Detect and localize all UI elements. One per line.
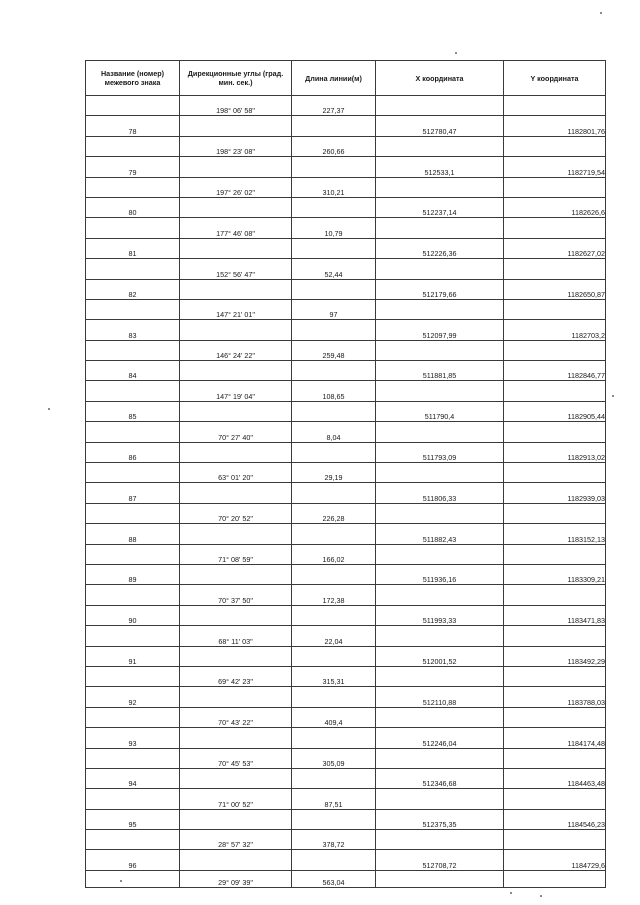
point-row bbox=[86, 401, 606, 421]
cell-point-name bbox=[86, 830, 180, 850]
segment-row bbox=[86, 626, 606, 646]
cell-y-coordinate: 1183788,03 bbox=[504, 687, 606, 707]
cell-directional-angle bbox=[180, 442, 292, 462]
cell-y-coordinate: 1182719,54 bbox=[504, 157, 606, 177]
cell-point-name: 78 bbox=[86, 116, 180, 136]
cell-line-length bbox=[292, 646, 376, 666]
cell-line-length bbox=[292, 687, 376, 707]
segment-row bbox=[86, 503, 606, 523]
cell-directional-angle: 198° 23' 08" bbox=[180, 136, 292, 156]
cell-line-length: 409,4 bbox=[292, 707, 376, 727]
cell-point-name: 92 bbox=[86, 687, 180, 707]
cell-point-name bbox=[86, 666, 180, 686]
cell-line-length: 563,04 bbox=[292, 870, 376, 887]
point-row bbox=[86, 157, 606, 177]
cell-line-length: 10,79 bbox=[292, 218, 376, 238]
cell-x-coordinate bbox=[376, 463, 504, 483]
cell-y-coordinate: 1183309,21 bbox=[504, 564, 606, 584]
cell-directional-angle bbox=[180, 687, 292, 707]
cell-point-name: 88 bbox=[86, 524, 180, 544]
point-row bbox=[86, 320, 606, 340]
cell-x-coordinate: 512001,52 bbox=[376, 646, 504, 666]
cell-directional-angle: 146° 24' 22" bbox=[180, 340, 292, 360]
segment-row bbox=[86, 585, 606, 605]
cell-line-length: 52,44 bbox=[292, 259, 376, 279]
table-body bbox=[86, 96, 606, 888]
cell-point-name: 96 bbox=[86, 850, 180, 870]
cell-y-coordinate bbox=[504, 789, 606, 809]
cell-x-coordinate: 512780,47 bbox=[376, 116, 504, 136]
segment-row bbox=[86, 96, 606, 116]
cell-directional-angle: 198° 06' 58" bbox=[180, 96, 292, 116]
segment-row bbox=[86, 463, 606, 483]
cell-line-length: 22,04 bbox=[292, 626, 376, 646]
cell-point-name bbox=[86, 381, 180, 401]
cell-y-coordinate: 1184463,48 bbox=[504, 768, 606, 788]
segment-row bbox=[86, 177, 606, 197]
cell-x-coordinate: 511881,85 bbox=[376, 361, 504, 381]
cell-x-coordinate: 512533,1 bbox=[376, 157, 504, 177]
cell-point-name bbox=[86, 789, 180, 809]
cell-line-length: 108,65 bbox=[292, 381, 376, 401]
cell-x-coordinate bbox=[376, 870, 504, 887]
cell-line-length: 259,48 bbox=[292, 340, 376, 360]
cell-line-length: 87,51 bbox=[292, 789, 376, 809]
point-row bbox=[86, 483, 606, 503]
cell-point-name: 86 bbox=[86, 442, 180, 462]
cell-x-coordinate bbox=[376, 218, 504, 238]
cell-y-coordinate bbox=[504, 748, 606, 768]
cell-y-coordinate bbox=[504, 218, 606, 238]
cell-y-coordinate bbox=[504, 666, 606, 686]
cell-x-coordinate bbox=[376, 544, 504, 564]
cell-directional-angle: 197° 26' 02" bbox=[180, 177, 292, 197]
point-row bbox=[86, 279, 606, 299]
cell-point-name: 82 bbox=[86, 279, 180, 299]
cell-x-coordinate bbox=[376, 666, 504, 686]
cell-point-name bbox=[86, 707, 180, 727]
cell-point-name bbox=[86, 503, 180, 523]
cell-x-coordinate bbox=[376, 96, 504, 116]
cell-point-name bbox=[86, 340, 180, 360]
cell-y-coordinate: 1182913,02 bbox=[504, 442, 606, 462]
cell-directional-angle: 70° 45' 53" bbox=[180, 748, 292, 768]
cell-x-coordinate bbox=[376, 259, 504, 279]
cell-directional-angle: 70° 20' 52" bbox=[180, 503, 292, 523]
cell-point-name bbox=[86, 218, 180, 238]
cell-y-coordinate bbox=[504, 870, 606, 887]
cell-line-length bbox=[292, 809, 376, 829]
cell-directional-angle bbox=[180, 768, 292, 788]
segment-row bbox=[86, 707, 606, 727]
cell-line-length: 8,04 bbox=[292, 422, 376, 442]
segment-row bbox=[86, 136, 606, 156]
cell-point-name: 83 bbox=[86, 320, 180, 340]
cell-x-coordinate: 512346,68 bbox=[376, 768, 504, 788]
cell-directional-angle: 69° 42' 23" bbox=[180, 666, 292, 686]
cell-line-length: 166,02 bbox=[292, 544, 376, 564]
cell-y-coordinate: 1183152,13 bbox=[504, 524, 606, 544]
segment-row bbox=[86, 830, 606, 850]
cell-line-length: 172,38 bbox=[292, 585, 376, 605]
cell-x-coordinate: 512110,88 bbox=[376, 687, 504, 707]
segment-row bbox=[86, 748, 606, 768]
point-row bbox=[86, 809, 606, 829]
cell-directional-angle: 147° 21' 01" bbox=[180, 299, 292, 319]
header-line-length: Длина линии(м) bbox=[292, 61, 376, 96]
cell-point-name: 81 bbox=[86, 238, 180, 258]
cell-y-coordinate bbox=[504, 707, 606, 727]
cell-line-length: 260,66 bbox=[292, 136, 376, 156]
cell-point-name bbox=[86, 463, 180, 483]
cell-x-coordinate bbox=[376, 340, 504, 360]
cell-line-length: 226,28 bbox=[292, 503, 376, 523]
segment-row bbox=[86, 218, 606, 238]
cell-line-length bbox=[292, 768, 376, 788]
cell-x-coordinate bbox=[376, 381, 504, 401]
cell-line-length bbox=[292, 483, 376, 503]
cell-point-name bbox=[86, 96, 180, 116]
cell-point-name: 90 bbox=[86, 605, 180, 625]
cell-point-name: 89 bbox=[86, 564, 180, 584]
cell-line-length: 29,19 bbox=[292, 463, 376, 483]
segment-row bbox=[86, 544, 606, 564]
cell-point-name: 94 bbox=[86, 768, 180, 788]
cell-x-coordinate: 512237,14 bbox=[376, 197, 504, 217]
cell-y-coordinate: 1182846,77 bbox=[504, 361, 606, 381]
point-row bbox=[86, 850, 606, 870]
cell-directional-angle bbox=[180, 401, 292, 421]
cell-y-coordinate bbox=[504, 340, 606, 360]
cell-line-length bbox=[292, 401, 376, 421]
cell-x-coordinate bbox=[376, 789, 504, 809]
cell-y-coordinate bbox=[504, 259, 606, 279]
cell-directional-angle bbox=[180, 809, 292, 829]
cell-directional-angle bbox=[180, 361, 292, 381]
point-row bbox=[86, 646, 606, 666]
cell-directional-angle bbox=[180, 116, 292, 136]
cell-y-coordinate: 1183492,29 bbox=[504, 646, 606, 666]
cell-x-coordinate bbox=[376, 626, 504, 646]
cell-y-coordinate bbox=[504, 463, 606, 483]
cell-line-length bbox=[292, 238, 376, 258]
cell-x-coordinate: 512246,04 bbox=[376, 728, 504, 748]
cell-directional-angle: 63° 01' 20" bbox=[180, 463, 292, 483]
cell-line-length bbox=[292, 157, 376, 177]
cell-line-length bbox=[292, 564, 376, 584]
cell-x-coordinate bbox=[376, 299, 504, 319]
point-row bbox=[86, 605, 606, 625]
cell-directional-angle bbox=[180, 197, 292, 217]
cell-point-name bbox=[86, 748, 180, 768]
cell-line-length bbox=[292, 850, 376, 870]
point-row bbox=[86, 238, 606, 258]
segment-row bbox=[86, 789, 606, 809]
cell-line-length: 227,37 bbox=[292, 96, 376, 116]
cell-directional-angle bbox=[180, 850, 292, 870]
cell-y-coordinate bbox=[504, 422, 606, 442]
cell-point-name: 93 bbox=[86, 728, 180, 748]
segment-row bbox=[86, 381, 606, 401]
cell-x-coordinate bbox=[376, 585, 504, 605]
cell-x-coordinate: 512226,36 bbox=[376, 238, 504, 258]
cell-y-coordinate: 1184174,48 bbox=[504, 728, 606, 748]
cell-y-coordinate: 1182703,2 bbox=[504, 320, 606, 340]
cell-point-name bbox=[86, 626, 180, 646]
cell-x-coordinate: 512375,35 bbox=[376, 809, 504, 829]
cell-y-coordinate bbox=[504, 96, 606, 116]
cell-point-name: 84 bbox=[86, 361, 180, 381]
cell-y-coordinate bbox=[504, 830, 606, 850]
cell-directional-angle bbox=[180, 728, 292, 748]
cell-y-coordinate bbox=[504, 299, 606, 319]
cell-y-coordinate: 1182905,44 bbox=[504, 401, 606, 421]
segment-row bbox=[86, 870, 606, 887]
cell-directional-angle: 70° 27' 40" bbox=[180, 422, 292, 442]
cell-line-length bbox=[292, 442, 376, 462]
cell-y-coordinate bbox=[504, 544, 606, 564]
cell-point-name bbox=[86, 299, 180, 319]
point-row bbox=[86, 728, 606, 748]
cell-x-coordinate: 511993,33 bbox=[376, 605, 504, 625]
cell-line-length: 315,31 bbox=[292, 666, 376, 686]
cell-point-name bbox=[86, 870, 180, 887]
cell-directional-angle: 70° 37' 50" bbox=[180, 585, 292, 605]
cell-directional-angle: 152° 56' 47" bbox=[180, 259, 292, 279]
scan-speck bbox=[455, 52, 457, 54]
scan-speck bbox=[120, 880, 122, 882]
scan-speck bbox=[540, 895, 542, 897]
cell-y-coordinate bbox=[504, 503, 606, 523]
cell-directional-angle bbox=[180, 483, 292, 503]
point-row bbox=[86, 197, 606, 217]
boundary-coordinates-table bbox=[85, 60, 606, 888]
cell-line-length: 97 bbox=[292, 299, 376, 319]
scan-speck bbox=[510, 892, 512, 894]
point-row bbox=[86, 687, 606, 707]
cell-y-coordinate: 1182650,87 bbox=[504, 279, 606, 299]
cell-directional-angle bbox=[180, 320, 292, 340]
segment-row bbox=[86, 422, 606, 442]
cell-x-coordinate: 512179,66 bbox=[376, 279, 504, 299]
cell-y-coordinate bbox=[504, 136, 606, 156]
segment-row bbox=[86, 666, 606, 686]
cell-point-name: 95 bbox=[86, 809, 180, 829]
point-row bbox=[86, 768, 606, 788]
cell-x-coordinate: 511806,33 bbox=[376, 483, 504, 503]
cell-x-coordinate: 511882,43 bbox=[376, 524, 504, 544]
cell-x-coordinate: 512097,99 bbox=[376, 320, 504, 340]
cell-y-coordinate: 1182627,02 bbox=[504, 238, 606, 258]
scan-speck bbox=[600, 12, 602, 14]
cell-directional-angle: 71° 08' 59" bbox=[180, 544, 292, 564]
cell-y-coordinate: 1184729,6 bbox=[504, 850, 606, 870]
cell-line-length bbox=[292, 728, 376, 748]
cell-x-coordinate bbox=[376, 707, 504, 727]
cell-y-coordinate: 1184546,23 bbox=[504, 809, 606, 829]
cell-directional-angle: 28° 57' 32" bbox=[180, 830, 292, 850]
cell-directional-angle bbox=[180, 524, 292, 544]
cell-point-name bbox=[86, 177, 180, 197]
cell-y-coordinate: 1182801,76 bbox=[504, 116, 606, 136]
cell-y-coordinate bbox=[504, 626, 606, 646]
cell-directional-angle bbox=[180, 238, 292, 258]
segment-row bbox=[86, 259, 606, 279]
cell-directional-angle: 70° 43' 22" bbox=[180, 707, 292, 727]
cell-line-length bbox=[292, 116, 376, 136]
cell-point-name bbox=[86, 259, 180, 279]
document-page bbox=[85, 60, 605, 888]
cell-directional-angle bbox=[180, 279, 292, 299]
cell-line-length bbox=[292, 524, 376, 544]
header-y-coordinate: Y координата bbox=[504, 61, 606, 96]
cell-point-name: 80 bbox=[86, 197, 180, 217]
cell-directional-angle bbox=[180, 605, 292, 625]
cell-x-coordinate bbox=[376, 422, 504, 442]
header-directional-angles: Дирекционные углы (град. мин. сек.) bbox=[180, 61, 292, 96]
cell-point-name: 79 bbox=[86, 157, 180, 177]
cell-x-coordinate bbox=[376, 503, 504, 523]
cell-y-coordinate bbox=[504, 177, 606, 197]
cell-point-name: 91 bbox=[86, 646, 180, 666]
cell-x-coordinate bbox=[376, 136, 504, 156]
cell-line-length bbox=[292, 197, 376, 217]
scan-speck bbox=[48, 408, 50, 410]
cell-directional-angle: 71° 00' 52" bbox=[180, 789, 292, 809]
cell-directional-angle: 68° 11' 03" bbox=[180, 626, 292, 646]
cell-x-coordinate: 511790,4 bbox=[376, 401, 504, 421]
point-row bbox=[86, 524, 606, 544]
cell-line-length: 378,72 bbox=[292, 830, 376, 850]
cell-directional-angle bbox=[180, 646, 292, 666]
cell-line-length: 305,09 bbox=[292, 748, 376, 768]
point-row bbox=[86, 564, 606, 584]
cell-directional-angle: 147° 19' 04" bbox=[180, 381, 292, 401]
cell-y-coordinate bbox=[504, 585, 606, 605]
header-x-coordinate: X координата bbox=[376, 61, 504, 96]
point-row bbox=[86, 442, 606, 462]
cell-point-name bbox=[86, 585, 180, 605]
cell-line-length bbox=[292, 279, 376, 299]
point-row bbox=[86, 116, 606, 136]
cell-x-coordinate bbox=[376, 177, 504, 197]
segment-row bbox=[86, 340, 606, 360]
cell-x-coordinate bbox=[376, 830, 504, 850]
segment-row bbox=[86, 299, 606, 319]
scan-speck bbox=[612, 395, 614, 397]
cell-x-coordinate bbox=[376, 748, 504, 768]
cell-line-length bbox=[292, 361, 376, 381]
cell-line-length: 310,21 bbox=[292, 177, 376, 197]
cell-point-name: 87 bbox=[86, 483, 180, 503]
cell-point-name bbox=[86, 136, 180, 156]
cell-y-coordinate: 1182939,03 bbox=[504, 483, 606, 503]
cell-point-name bbox=[86, 544, 180, 564]
cell-line-length bbox=[292, 320, 376, 340]
cell-directional-angle: 29° 09' 39" bbox=[180, 870, 292, 887]
cell-x-coordinate: 511793,09 bbox=[376, 442, 504, 462]
cell-directional-angle bbox=[180, 157, 292, 177]
header-point-name: Название (номер) межевого знака bbox=[86, 61, 180, 96]
cell-directional-angle: 177° 46' 08" bbox=[180, 218, 292, 238]
cell-x-coordinate: 511936,16 bbox=[376, 564, 504, 584]
cell-y-coordinate: 1183471,83 bbox=[504, 605, 606, 625]
cell-line-length bbox=[292, 605, 376, 625]
cell-point-name bbox=[86, 422, 180, 442]
cell-directional-angle bbox=[180, 564, 292, 584]
point-row bbox=[86, 361, 606, 381]
cell-y-coordinate bbox=[504, 381, 606, 401]
cell-point-name: 85 bbox=[86, 401, 180, 421]
cell-y-coordinate: 1182626,6 bbox=[504, 197, 606, 217]
table-header-row bbox=[86, 61, 606, 96]
cell-x-coordinate: 512708,72 bbox=[376, 850, 504, 870]
